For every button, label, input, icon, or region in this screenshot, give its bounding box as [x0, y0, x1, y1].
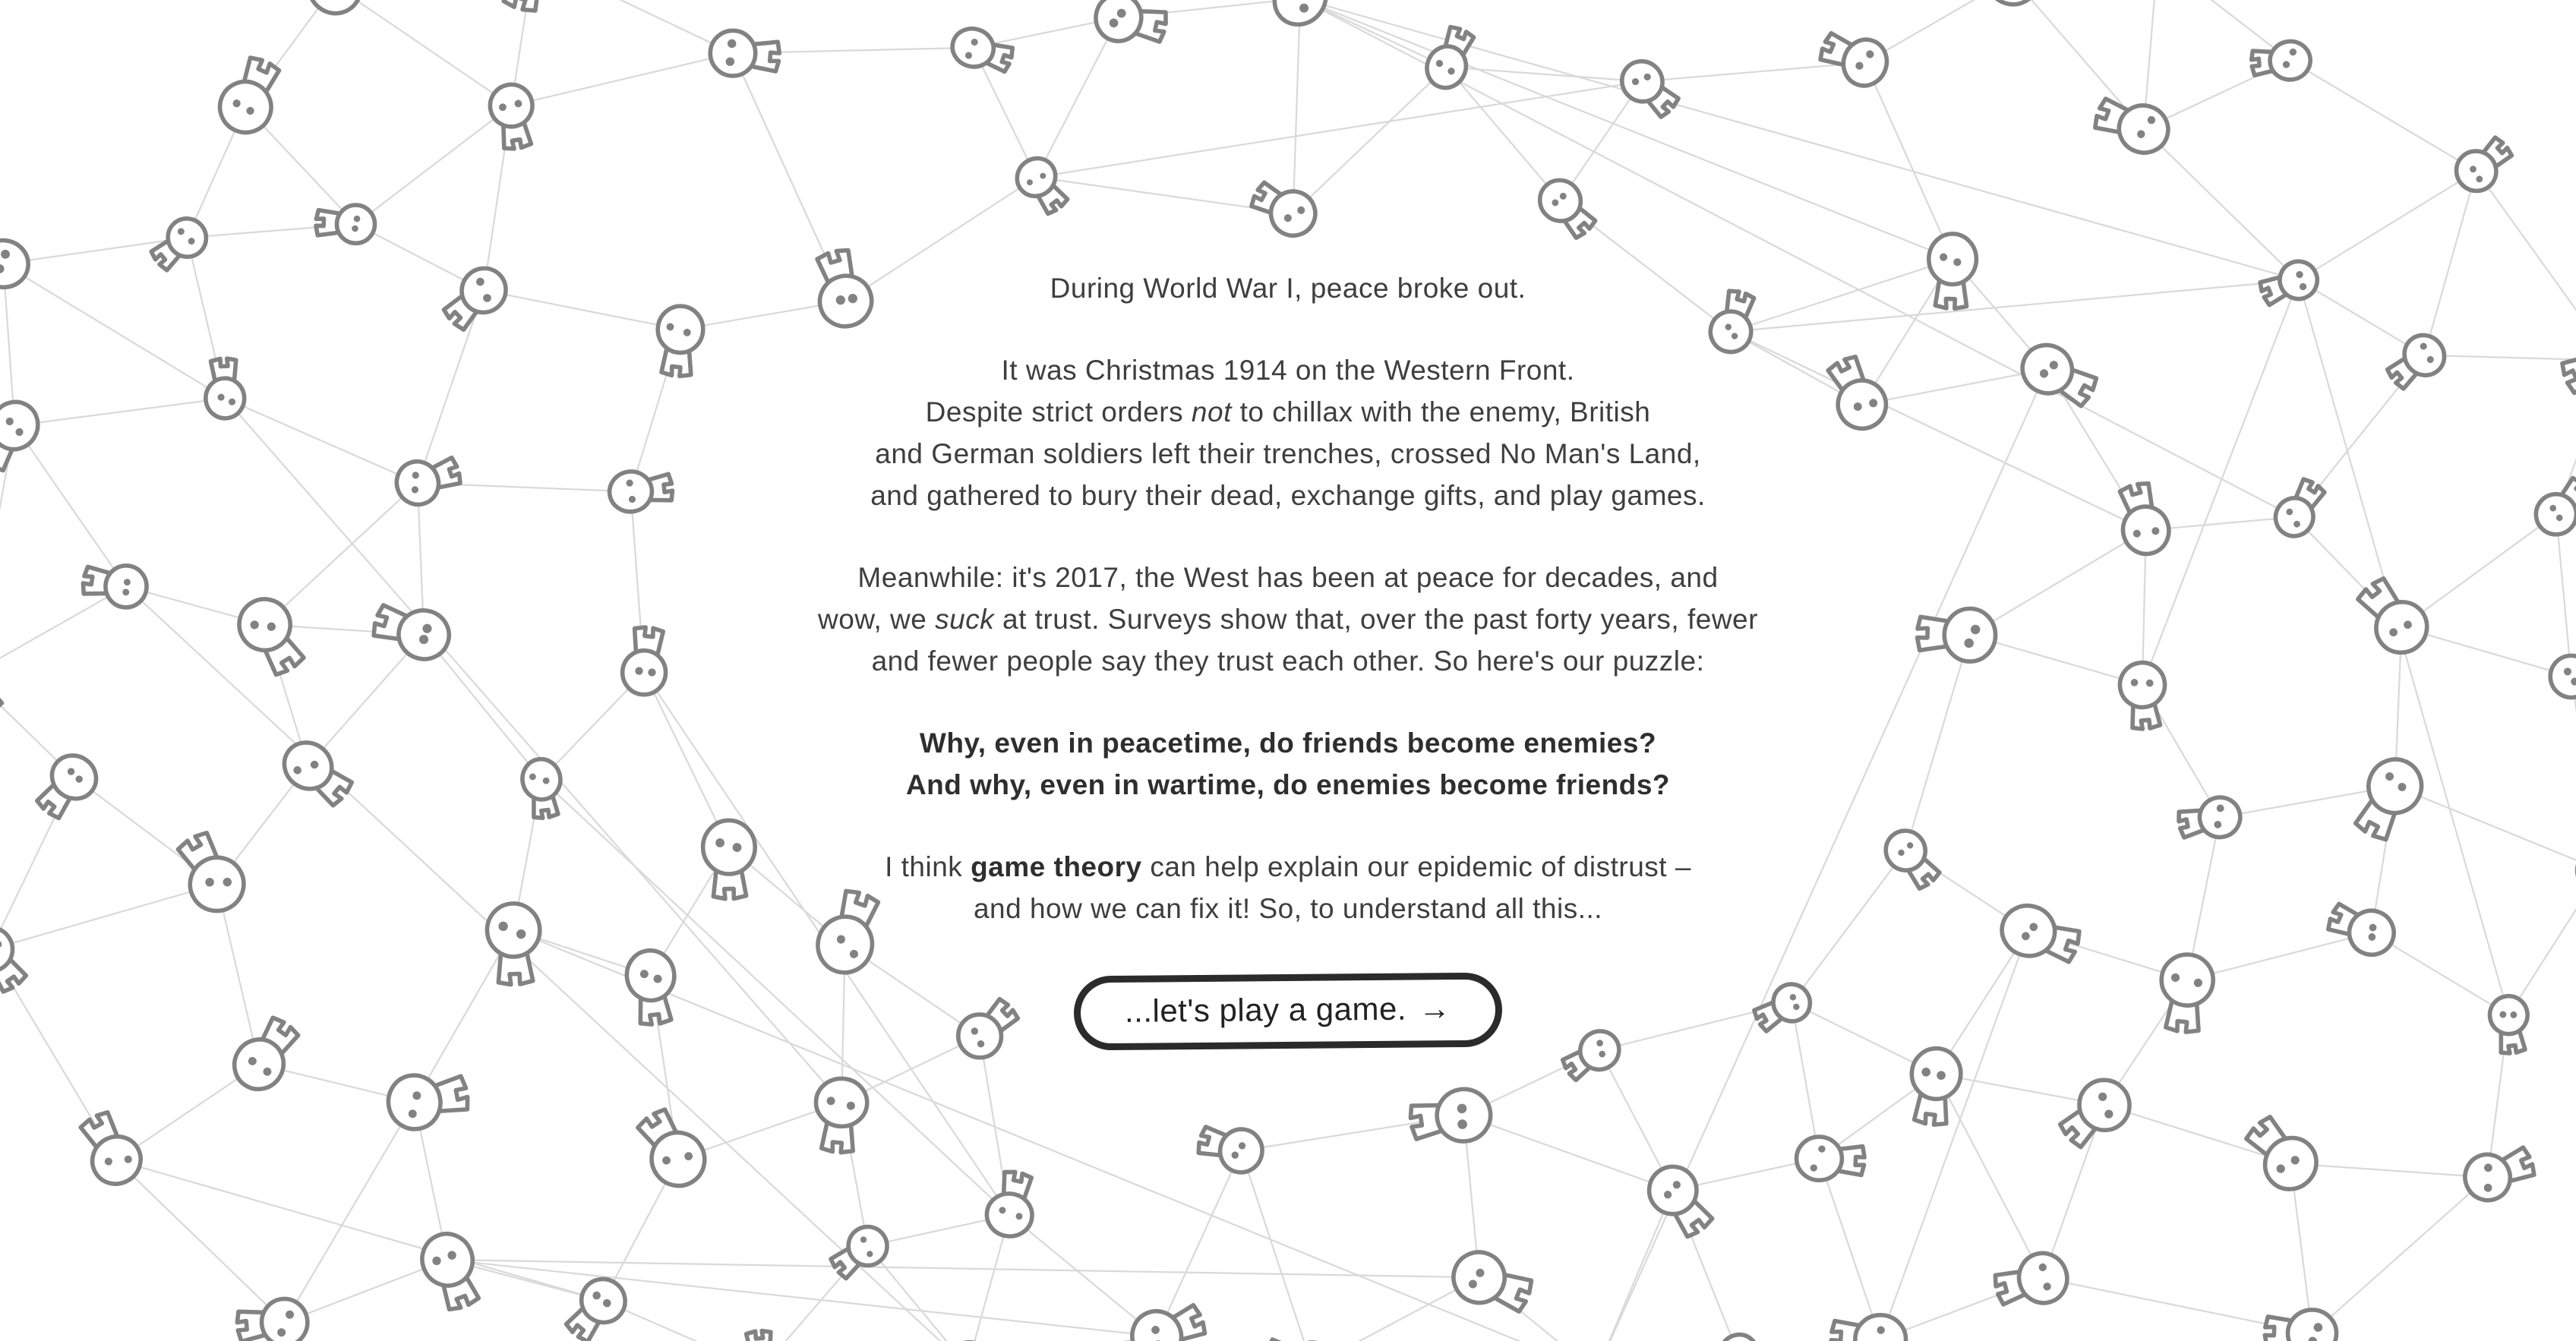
- text-segment: During World War I, peace broke out.: [1050, 273, 1526, 304]
- text-line: [620, 764, 1956, 806]
- peep: [2249, 39, 2312, 84]
- text-segment: Meanwhile: it's 2017, the West has been at peace for decades, and: [857, 562, 1719, 593]
- intro-paragraph-3: [620, 557, 1956, 682]
- peep: [2323, 897, 2400, 961]
- peep: [1640, 1157, 1722, 1243]
- peep: [1815, 26, 1893, 92]
- peep: [2487, 993, 2533, 1055]
- peep: [1908, 1046, 1962, 1126]
- peep: [0, 919, 35, 998]
- peep: [709, 30, 780, 77]
- text-line: [620, 640, 1956, 682]
- text-line: [620, 475, 1956, 516]
- text-segment: and fewer people say they trust each other. So here's our puzzle:: [871, 645, 1705, 677]
- text-line: [620, 598, 1956, 640]
- peep: [1447, 1245, 1537, 1319]
- peep: [2014, 336, 2102, 412]
- peep: [1796, 1137, 1864, 1181]
- text-segment: I think: [885, 851, 971, 882]
- text-line: [620, 722, 1956, 764]
- text-segment: It was Christmas 1914 on the Western Front.: [1001, 355, 1575, 386]
- peep: [0, 234, 31, 290]
- peep: [229, 589, 314, 681]
- text-segment: Despite strict orders: [925, 396, 1192, 428]
- peep: [146, 210, 214, 277]
- text-segment: at trust. Surveys show that, over the past forty years, fewer: [994, 604, 1758, 635]
- peep: [826, 1219, 895, 1286]
- peep: [2347, 750, 2430, 846]
- intro-text: [620, 267, 1956, 1049]
- peep: [2158, 953, 2215, 1033]
- peep: [2265, 1310, 2336, 1341]
- text-line: [620, 391, 1956, 433]
- arrow-right-icon: →: [1419, 990, 1451, 1027]
- text-segment: Why, even in peacetime, do friends become enemies?: [919, 727, 1657, 759]
- text-segment: wow, we: [818, 604, 936, 635]
- peep: [1245, 175, 1323, 243]
- peep: [560, 1270, 634, 1341]
- peep: [30, 746, 105, 825]
- peep: [383, 1064, 472, 1134]
- text-segment: And why, even in wartime, do enemies become friends?: [905, 769, 1671, 800]
- peep: [235, 1296, 311, 1341]
- peep: [486, 80, 540, 152]
- intro-paragraph-questions: [620, 722, 1956, 806]
- peep: [2052, 1070, 2139, 1157]
- peep: [0, 393, 46, 477]
- peep: [983, 1169, 1039, 1240]
- peep: [202, 357, 245, 420]
- text-segment: and German soldiers left their trenches, crossed No Man's Land,: [875, 438, 1701, 469]
- peep: [2381, 327, 2452, 397]
- peep: [1124, 1293, 1211, 1341]
- text-segment: not: [1191, 396, 1232, 428]
- peep: [1963, 0, 2048, 14]
- intro-paragraph-1: [620, 267, 1956, 309]
- peep: [296, 0, 367, 19]
- text-line: [620, 267, 1956, 309]
- text-line: [620, 349, 1956, 391]
- peep: [494, 0, 567, 16]
- peep: [2571, 841, 2576, 906]
- peep: [1614, 53, 1686, 123]
- peep: [414, 1226, 490, 1316]
- intro-paragraph-2: [620, 349, 1956, 516]
- text-segment: game theory: [971, 851, 1142, 882]
- peep: [1195, 1120, 1267, 1176]
- peep: [2448, 130, 2518, 200]
- peep: [81, 561, 149, 610]
- peep: [1831, 1314, 1906, 1341]
- peep: [2236, 1109, 2327, 1200]
- peep: [275, 734, 359, 812]
- peep: [2090, 92, 2174, 159]
- peep: [485, 901, 545, 986]
- lets-play-button[interactable]: [1074, 973, 1502, 1051]
- peep: [1996, 899, 2085, 969]
- peep: [2557, 329, 2576, 403]
- text-line: [620, 433, 1956, 475]
- text-segment: and gathered to bury their dead, exchange gifts, and play games.: [870, 480, 1706, 511]
- text-segment: to chillax with the enemy, British: [1231, 396, 1651, 428]
- peep: [1009, 150, 1075, 219]
- play-button-label: ...let's play a game.: [1125, 990, 1407, 1029]
- peep: [1532, 172, 1603, 244]
- peep: [1712, 1327, 1782, 1341]
- peep: [948, 24, 1016, 77]
- intro-paragraph-game-theory: [620, 846, 1956, 929]
- text-segment: suck: [935, 604, 995, 635]
- peep: [519, 756, 567, 821]
- peep: [737, 1329, 783, 1341]
- peep: [813, 1078, 868, 1153]
- peep: [1092, 0, 1169, 49]
- peep: [369, 598, 455, 665]
- peep: [2110, 478, 2175, 560]
- peep: [166, 825, 254, 921]
- peep: [1406, 1084, 1495, 1150]
- peep: [390, 448, 465, 511]
- text-segment: and how we can fix it! So, to understand all this...: [973, 893, 1603, 924]
- peep: [1990, 1247, 2073, 1316]
- text-segment: can help explain our epidemic of distrust –: [1141, 851, 1691, 882]
- peep: [2458, 1137, 2540, 1207]
- text-line: [620, 557, 1956, 598]
- peep: [2527, 471, 2576, 543]
- peep: [2175, 794, 2244, 847]
- text-line: [620, 846, 1956, 888]
- peep: [316, 205, 375, 244]
- text-line: [620, 888, 1956, 929]
- peep: [437, 259, 515, 337]
- peep: [1260, 1333, 1340, 1341]
- peep: [225, 1010, 305, 1098]
